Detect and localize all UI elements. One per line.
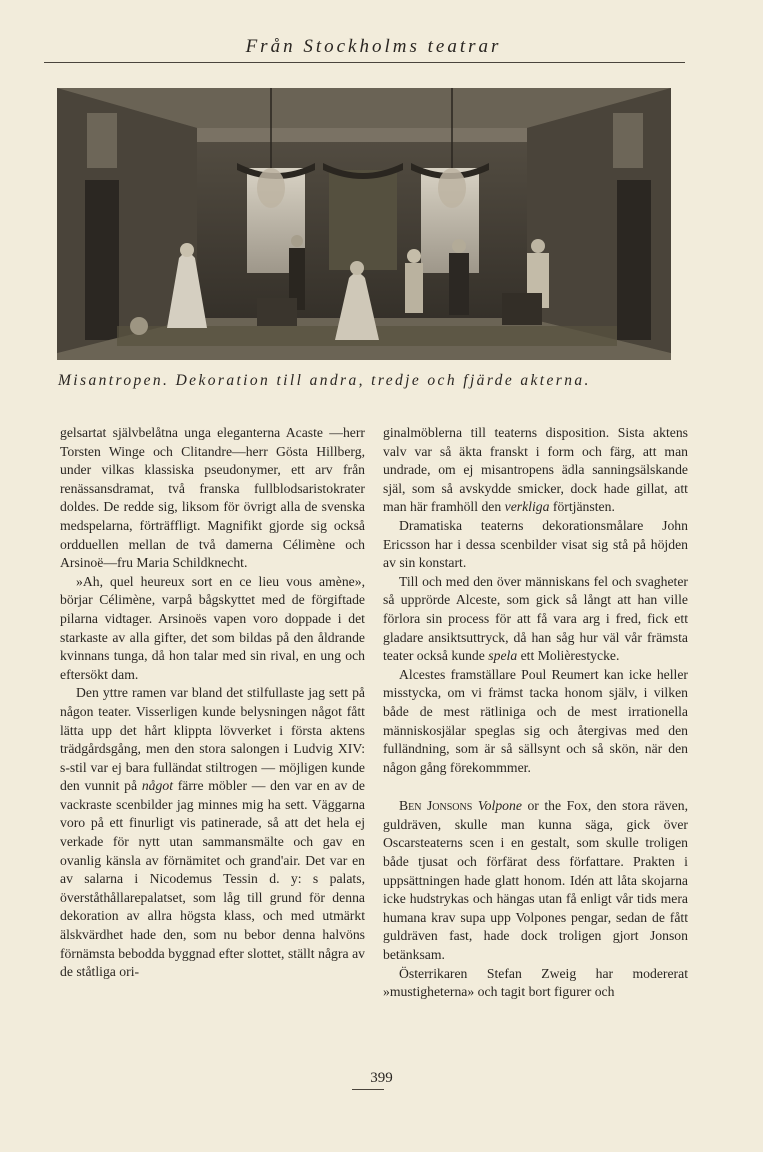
emphasis: spela bbox=[488, 648, 518, 664]
play-title: Volpone bbox=[477, 798, 522, 814]
page-number: 399 bbox=[370, 1070, 393, 1086]
paragraph: Till och med den över människans fel och svagheter så upprörde Alceste, som gick så långt att han ville förlora sin process för att få vara arg i fred, fick ett gladare ansiktsuttryck, då han såg hur väl vår främsta teater också kunde spela ett Molièrestycke. bbox=[383, 573, 688, 664]
paragraph: Dramatiska teaterns dekorationsmålare John Ericsson har i dessa scenbilder visat sig stå på höjden av sin konstart. bbox=[383, 517, 688, 571]
paragraph: Österrikaren Stefan Zweig har modererat »mustigheterna» och tagit bort figurer och bbox=[383, 965, 688, 1000]
paragraph: gelsartat självbelåtna unga eleganterna Acaste —herr Torsten Winge och Clitandre—herr Gösta Hillberg, under vilkas klassiska pseudonymer, ett arv från renässansdramat, två franska fullblodsaristokrater doldes. De redde sig, liksom för övrigt alla de svenska medspelarna, förträffligt. Magnifikt gjorde sig också ordduellen mellan de två damerna Célimène och Arsinoë—fru Maria Schildknecht. bbox=[60, 425, 365, 571]
footer-rule bbox=[352, 1089, 384, 1090]
header-rule bbox=[44, 62, 685, 63]
author-name: Ben Jonsons bbox=[399, 798, 473, 814]
left-column bbox=[60, 424, 365, 982]
paragraph: Den yttre ramen var bland det stilfullaste jag sett på någon teater. Visserligen kunde belysningen något fått lätta upp det hårt klippta lövverket i första aktens trädgårdsgång, men den stora salongen i Ludvig XIV: s-stil var ej bara fulländat stiltrogen — möjligen kunde den vunnit på något färre möbler — den var en av de vackraste scenbilder jag minnes mig ha sett. Väggarna voro på ett finurligt vis patinerade, så att det hela ej verkade för nytt utan sammansmälte och gav en ovanlig känsla av förnämitet och grand'air. Det var en av salarna i Nicodemus Tessin d. y: s palats, överståthållarepalatset, som låg till grund för denna dekoration av allra högsta klass, och med utmärkt älskvärdhet hade den, som nu bebor denna halvöns förnämsta bebodda byggnad efter slottet, ställt några av de ståtliga ori- bbox=[60, 685, 365, 980]
paragraph: Ben Jonsons Volpone or the Fox, den stora räven, guldräven, skulle man kunna säga, gick över Oscarsteaterns scen i en gestalt, som skulle troligen både tjusat och förfärat dess författare. Prakten i uppsättningen hade glatt honom. Idén att låta skojarna icke hudstrykas och hängas utan få enligt vår tids mera humana krav supa upp Volpones pengar, sedan de fått guldräven fast, hade dock troligen gjort Jonson betänksam. bbox=[383, 798, 689, 963]
right-column bbox=[383, 424, 688, 1002]
paragraph: ginalmöblerna till teaterns disposition. Sista aktens valv var så äkta franskt i form och färg, att man undrade, om ej misantropens ädla sanningsälskande själ, som så avskydde smicker, dock hade gillat, att man här framhöll den verkliga förtjänsten. bbox=[383, 425, 688, 515]
running-title: Från Stockholms teatrar bbox=[245, 36, 502, 57]
paragraph: »Ah, quel heureux sort en ce lieu vous amène», börjar Célimène, varpå bågskyttet med de förgiftade pilarna vidtager. Arsinoës vapen voro doppade i det starkaste av alla gifter, det som bildas på den åldrande kvinnans tunga, då hon talar med sin rival, en ung och eftersökt dam. bbox=[60, 573, 365, 682]
emphasis: verkliga bbox=[504, 499, 550, 515]
emphasis: något bbox=[141, 778, 173, 794]
stage-photograph bbox=[57, 88, 671, 360]
figure-caption: Misantropen. Dekoration till andra, tredje och fjärde akterna. bbox=[58, 372, 591, 389]
paragraph: Alcestes framställare Poul Reumert kan icke heller misstycka, om vi främst tacka honom själv, i vilken både de mest rätliniga och de mest irrationella människosjälar speglas sig och återgivas med den fulländning, som är så sällsynt och så skön, när den någon gång förekommmer. bbox=[383, 666, 688, 775]
